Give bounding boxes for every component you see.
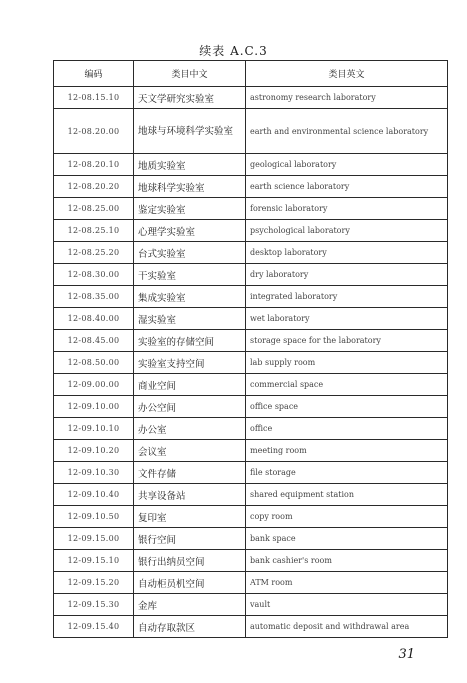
classification-table <box>53 60 448 638</box>
cell-chinese: 地质实验室 <box>134 154 246 176</box>
column-header-english: 类目英文 <box>246 61 448 87</box>
cell-code: 12-08.25.00 <box>54 198 134 220</box>
cell-code: 12-09.10.50 <box>54 506 134 528</box>
cell-english: earth and environmental science laboratory <box>246 109 448 154</box>
cell-chinese: 地球与环境科学实验室 <box>134 109 246 154</box>
table-body <box>54 87 448 638</box>
table-row <box>54 462 448 484</box>
cell-chinese: 复印室 <box>134 506 246 528</box>
cell-english: file storage <box>246 462 448 484</box>
cell-english: copy room <box>246 506 448 528</box>
cell-code: 12-09.10.10 <box>54 418 134 440</box>
cell-code: 12-08.25.20 <box>54 242 134 264</box>
cell-english: forensic laboratory <box>246 198 448 220</box>
cell-english: storage space for the laboratory <box>246 330 448 352</box>
cell-code: 12-08.25.10 <box>54 220 134 242</box>
table-row <box>54 286 448 308</box>
cell-english: integrated laboratory <box>246 286 448 308</box>
page-number: 31 <box>398 647 415 662</box>
table-row <box>54 528 448 550</box>
cell-english: automatic deposit and withdrawal area <box>246 616 448 638</box>
cell-chinese: 自动存取款区 <box>134 616 246 638</box>
table-row <box>54 440 448 462</box>
column-header-chinese: 类目中文 <box>134 61 246 87</box>
table-row <box>54 572 448 594</box>
cell-code: 12-08.20.20 <box>54 176 134 198</box>
table-row <box>54 220 448 242</box>
table-row <box>54 550 448 572</box>
table-row <box>54 352 448 374</box>
cell-english: commercial space <box>246 374 448 396</box>
cell-english: psychological laboratory <box>246 220 448 242</box>
table-row <box>54 242 448 264</box>
cell-chinese: 文件存储 <box>134 462 246 484</box>
cell-chinese: 办公空间 <box>134 396 246 418</box>
cell-chinese: 台式实验室 <box>134 242 246 264</box>
table-row <box>54 109 448 154</box>
table-row <box>54 308 448 330</box>
table-row <box>54 484 448 506</box>
table-row <box>54 87 448 109</box>
cell-english: vault <box>246 594 448 616</box>
cell-code: 12-08.20.00 <box>54 109 134 154</box>
cell-english: wet laboratory <box>246 308 448 330</box>
column-header-code: 编码 <box>54 61 134 87</box>
cell-chinese: 自动柜员机空间 <box>134 572 246 594</box>
table-row <box>54 594 448 616</box>
cell-english: astronomy research laboratory <box>246 87 448 109</box>
cell-english: ATM room <box>246 572 448 594</box>
cell-code: 12-09.15.20 <box>54 572 134 594</box>
cell-chinese: 干实验室 <box>134 264 246 286</box>
cell-english: lab supply room <box>246 352 448 374</box>
table-row <box>54 418 448 440</box>
cell-code: 12-08.20.10 <box>54 154 134 176</box>
cell-chinese: 商业空间 <box>134 374 246 396</box>
cell-code: 12-08.45.00 <box>54 330 134 352</box>
cell-chinese: 共享设备站 <box>134 484 246 506</box>
table-row <box>54 176 448 198</box>
cell-code: 12-09.15.00 <box>54 528 134 550</box>
cell-english: desktop laboratory <box>246 242 448 264</box>
cell-chinese: 办公室 <box>134 418 246 440</box>
cell-code: 12-08.40.00 <box>54 308 134 330</box>
table-row <box>54 264 448 286</box>
cell-chinese: 地球科学实验室 <box>134 176 246 198</box>
cell-english: shared equipment station <box>246 484 448 506</box>
cell-code: 12-09.10.30 <box>54 462 134 484</box>
cell-chinese: 心理学实验室 <box>134 220 246 242</box>
table-row <box>54 616 448 638</box>
cell-english: office <box>246 418 448 440</box>
table-row <box>54 396 448 418</box>
cell-english: meeting room <box>246 440 448 462</box>
cell-english: geological laboratory <box>246 154 448 176</box>
cell-chinese: 湿实验室 <box>134 308 246 330</box>
cell-code: 12-09.15.40 <box>54 616 134 638</box>
cell-code: 12-09.15.10 <box>54 550 134 572</box>
cell-chinese: 金库 <box>134 594 246 616</box>
cell-code: 12-08.35.00 <box>54 286 134 308</box>
cell-english: dry laboratory <box>246 264 448 286</box>
cell-code: 12-09.10.00 <box>54 396 134 418</box>
cell-english: bank cashier's room <box>246 550 448 572</box>
cell-english: bank space <box>246 528 448 550</box>
cell-chinese: 鉴定实验室 <box>134 198 246 220</box>
table-header-row <box>54 61 448 87</box>
cell-english: earth science laboratory <box>246 176 448 198</box>
cell-chinese: 会议室 <box>134 440 246 462</box>
cell-chinese: 实验室的存储空间 <box>134 330 246 352</box>
cell-code: 12-09.00.00 <box>54 374 134 396</box>
cell-code: 12-09.10.40 <box>54 484 134 506</box>
cell-chinese: 银行空间 <box>134 528 246 550</box>
table-title: 续表 A.C.3 <box>199 44 268 58</box>
table-row <box>54 198 448 220</box>
cell-code: 12-09.15.30 <box>54 594 134 616</box>
table-row <box>54 506 448 528</box>
cell-code: 12-08.30.00 <box>54 264 134 286</box>
cell-chinese: 实验室支持空间 <box>134 352 246 374</box>
cell-code: 12-08.50.00 <box>54 352 134 374</box>
cell-chinese: 天文学研究实验室 <box>134 87 246 109</box>
table-row <box>54 374 448 396</box>
cell-code: 12-09.10.20 <box>54 440 134 462</box>
cell-code: 12-08.15.10 <box>54 87 134 109</box>
cell-chinese: 集成实验室 <box>134 286 246 308</box>
table-row <box>54 330 448 352</box>
table-row <box>54 154 448 176</box>
cell-english: office space <box>246 396 448 418</box>
cell-chinese: 银行出纳员空间 <box>134 550 246 572</box>
